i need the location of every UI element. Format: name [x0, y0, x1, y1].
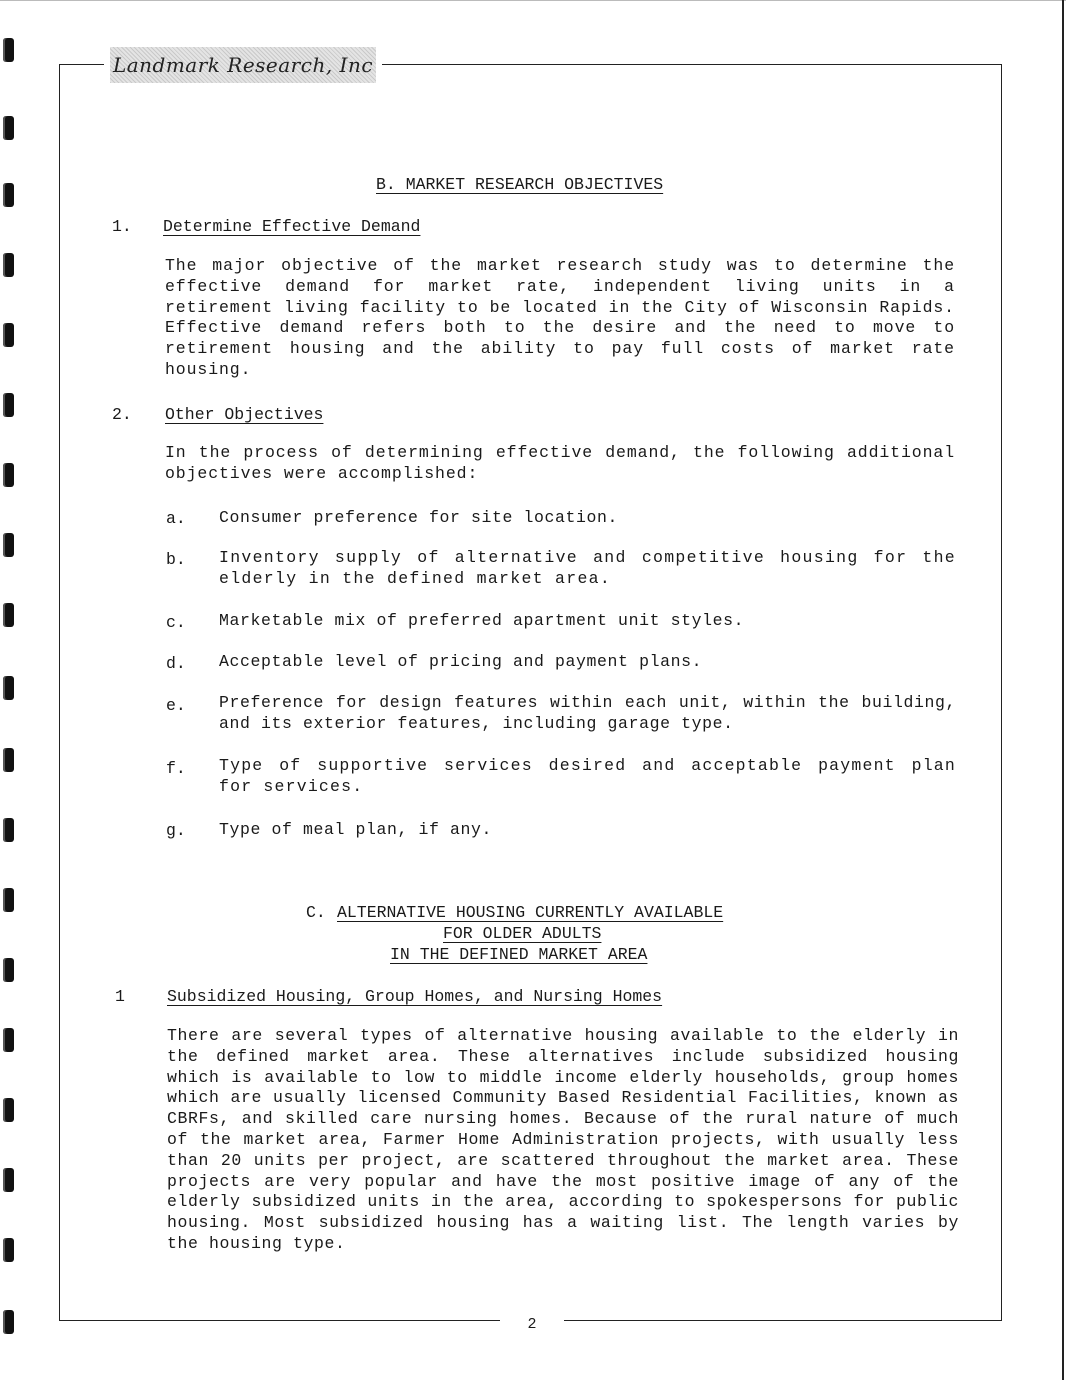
- subitem-text: Marketable mix of preferred apartment unit styles.: [219, 611, 745, 630]
- item-2-number: 2.: [112, 405, 132, 424]
- subitem-label: b.: [166, 550, 186, 569]
- binder-hole: [3, 958, 14, 982]
- binder-hole: [3, 888, 14, 912]
- binder-hole: [3, 818, 14, 842]
- binder-hole: [3, 1310, 14, 1334]
- subitem-text: Type of meal plan, if any.: [219, 820, 493, 839]
- section-b-title: B. MARKET RESEARCH OBJECTIVES: [376, 175, 664, 194]
- item-1-heading: Determine Effective Demand: [163, 217, 421, 236]
- item-2-heading: Other Objectives: [165, 405, 324, 424]
- binder-hole: [3, 748, 14, 772]
- binder-hole: [3, 1168, 14, 1192]
- binder-hole: [3, 183, 14, 207]
- binder-hole: [3, 116, 14, 140]
- binder-hole: [3, 323, 14, 347]
- section-c-prefix: C.: [306, 903, 326, 922]
- binder-hole: [3, 463, 14, 487]
- section-c-item-1-heading: Subsidized Housing, Group Homes, and Nursing Homes: [167, 987, 663, 1006]
- section-c-item-1-number: 1: [115, 987, 125, 1006]
- binder-hole: [3, 1028, 14, 1052]
- binder-hole: [3, 533, 14, 557]
- subitem-text: Inventory supply of alternative and competitive housing for the elderly in the defined market area.: [219, 548, 956, 588]
- binder-hole: [3, 38, 14, 62]
- logo-text: Landmark Research, Inc: [112, 53, 374, 77]
- section-c-title-line3: IN THE DEFINED MARKET AREA: [390, 945, 648, 964]
- page-top-edge: [0, 0, 1066, 1]
- binder-hole: [3, 1238, 14, 1262]
- subitem-label: g.: [166, 821, 186, 840]
- page-number: 2: [527, 1316, 537, 1333]
- subitem-label: d.: [166, 654, 186, 673]
- section-c-title-line2: FOR OLDER ADULTS: [443, 924, 602, 943]
- section-c-title-line1: ALTERNATIVE HOUSING CURRENTLY AVAILABLE: [337, 903, 724, 922]
- binder-holes: [3, 0, 21, 1380]
- binder-hole: [3, 253, 14, 277]
- subitem-text: Acceptable level of pricing and payment plans.: [219, 652, 703, 671]
- item-1-number: 1.: [112, 217, 132, 236]
- subitem-text: Type of supportive services desired and acceptable payment plan for services.: [219, 756, 956, 796]
- company-logo: [110, 47, 376, 83]
- binder-hole: [3, 603, 14, 627]
- item-2-intro: In the process of determining effective demand, the following additional objectives were accomplished:: [165, 443, 955, 483]
- binder-hole: [3, 1098, 14, 1122]
- subitem-label: a.: [166, 509, 186, 528]
- subitem-label: c.: [166, 613, 186, 632]
- page-right-edge: [1062, 0, 1064, 1380]
- subitem-label: f.: [166, 759, 186, 778]
- subitem-text: Preference for design features within each unit, within the building, and its exterior features, including garage type.: [219, 693, 956, 733]
- subitem-label: e.: [166, 696, 186, 715]
- item-1-paragraph: The major objective of the market research study was to determine the effective demand for market rate, independent living units in a retirement living facility to be located in the City of Wisconsin Rapids. Effective demand refers both to the desire and the need to move to retirement housing and the ability to pay full costs of market rate housing.: [165, 256, 955, 379]
- section-c-item-1-paragraph: There are several types of alternative housing available to the elderly in the defined market area. These alternatives include subsidized housing which is available to low to middle income elderly households, group homes which are usually licensed Community Based Residential Facilities, known as CBRFs, and skilled care nursing homes. Because of the rural nature of much of the market area, Farmer Home Administration projects, with usually less than 20 units per project, are scattered throughout the market area. These projects are very popular and have the most positive image of any of the elderly subsidized units in the area, according to spokespersons for public housing. Most subsidized housing has a waiting list. The length varies by the housing type.: [167, 1026, 959, 1253]
- binder-hole: [3, 393, 14, 417]
- subitem-text: Consumer preference for site location.: [219, 508, 619, 527]
- binder-hole: [3, 676, 14, 700]
